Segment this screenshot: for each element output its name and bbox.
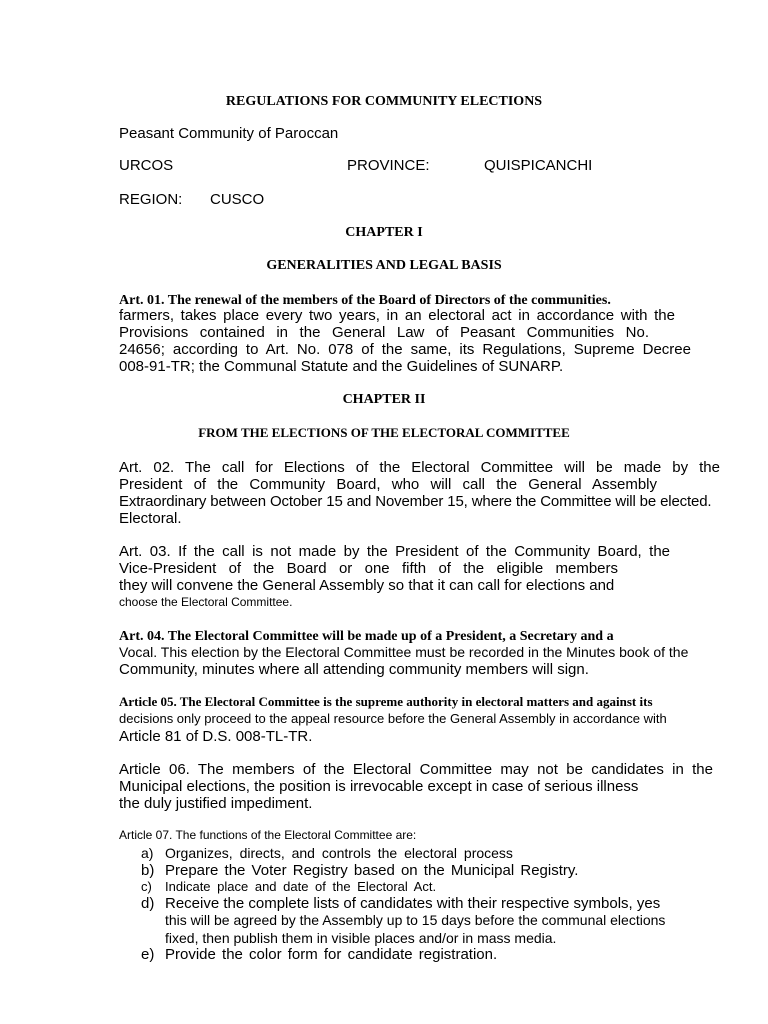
province-label: PROVINCE: xyxy=(347,157,430,174)
list-marker: c) xyxy=(141,879,152,894)
art02-line-4: Electoral. xyxy=(119,510,182,527)
list-marker: b) xyxy=(141,862,155,879)
list-item xyxy=(141,930,556,946)
list-item xyxy=(141,845,513,861)
list-marker: e) xyxy=(141,946,155,963)
art01-line-3: 24656; according to Art. No. 078 of the same, its Regulations, Supreme Decree xyxy=(119,341,691,358)
art02-line-3: Extraordinary between October 15 and November 15, where the Committee will be elected. xyxy=(119,493,712,510)
chapter-1-subtitle: GENERALITIES AND LEGAL BASIS xyxy=(266,258,502,273)
art02-line-1: Art. 02. The call for Elections of the Electoral Committee will be made by the xyxy=(119,459,720,476)
list-item xyxy=(141,946,497,963)
list-item-text: Receive the complete lists of candidates with their respective symbols, yes xyxy=(165,895,661,912)
list-item-text: this will be agreed by the Assembly up to 15 days before the communal elections xyxy=(165,912,666,928)
list-item-text: Prepare the Voter Registry based on the Municipal Registry. xyxy=(165,862,579,879)
list-item xyxy=(141,879,436,894)
chapter-1-title: CHAPTER I xyxy=(345,225,423,240)
art01-line-1: farmers, takes place every two years, in an electoral act in accordance with the xyxy=(119,307,675,324)
art01-heading: Art. 01. The renewal of the members of the Board of Directors of the communities. xyxy=(119,293,611,308)
art03-line-2: Vice-President of the Board or one fifth of the eligible members xyxy=(119,560,618,577)
region-label: REGION: xyxy=(119,191,183,208)
list-item xyxy=(141,912,665,928)
district-value: URCOS xyxy=(119,157,174,174)
art03-line-4: choose the Electoral Committee. xyxy=(119,595,293,609)
art01-line-4: 008-91-TR; the Communal Statute and the Guidelines of SUNARP. xyxy=(119,358,564,375)
community-name: Peasant Community of Paroccan xyxy=(119,125,339,142)
chapter-2-title: CHAPTER II xyxy=(342,392,426,407)
art02-line-2: President of the Community Board, who will call the General Assembly xyxy=(119,476,657,493)
art06-line-1: Article 06. The members of the Electoral Committee may not be candidates in the xyxy=(119,761,713,778)
list-marker: d) xyxy=(141,895,155,912)
list-marker: a) xyxy=(141,845,154,861)
art07-intro: Article 07. The functions of the Electoral Committee are: xyxy=(119,828,417,842)
chapter-2-subtitle: FROM THE ELECTIONS OF THE ELECTORAL COMMITTEE xyxy=(198,425,570,440)
art06-line-2: Municipal elections, the position is irrevocable except in case of serious illness xyxy=(119,778,639,795)
list-item-text: Indicate place and date of the Electoral Act. xyxy=(165,879,437,894)
region-value: CUSCO xyxy=(210,191,265,208)
list-item xyxy=(141,895,660,912)
province-value: QUISPICANCHI xyxy=(484,157,593,174)
art04-line-2: Community, minutes where all attending community members will sign. xyxy=(119,661,589,678)
art06-line-3: the duly justified impediment. xyxy=(119,795,313,812)
art05-line-1: decisions only proceed to the appeal resource before the General Assembly in accordance with xyxy=(119,711,667,726)
list-item-text: Organizes, directs, and controls the electoral process xyxy=(165,845,513,861)
art03-line-1: Art. 03. If the call is not made by the President of the Community Board, the xyxy=(119,543,670,560)
document-title: REGULATIONS FOR COMMUNITY ELECTIONS xyxy=(225,94,543,109)
list-item xyxy=(141,862,578,879)
art05-line-2: Article 81 of D.S. 008-TL-TR. xyxy=(119,728,313,745)
list-item-text: Provide the color form for candidate registration. xyxy=(165,946,498,963)
art03-line-3: they will convene the General Assembly so that it can call for elections and xyxy=(119,577,615,594)
list-item-text: fixed, then publish them in visible places and/or in mass media. xyxy=(165,930,557,946)
art04-line-1: Vocal. This election by the Electoral Committee must be recorded in the Minutes book of the xyxy=(119,644,689,660)
art04-heading: Art. 04. The Electoral Committee will be made up of a President, a Secretary and a xyxy=(119,629,614,644)
art01-line-2: Provisions contained in the General Law of Peasant Communities No. xyxy=(119,324,649,341)
art05-heading: Article 05. The Electoral Committee is the supreme authority in electoral matters and against its xyxy=(119,694,653,709)
